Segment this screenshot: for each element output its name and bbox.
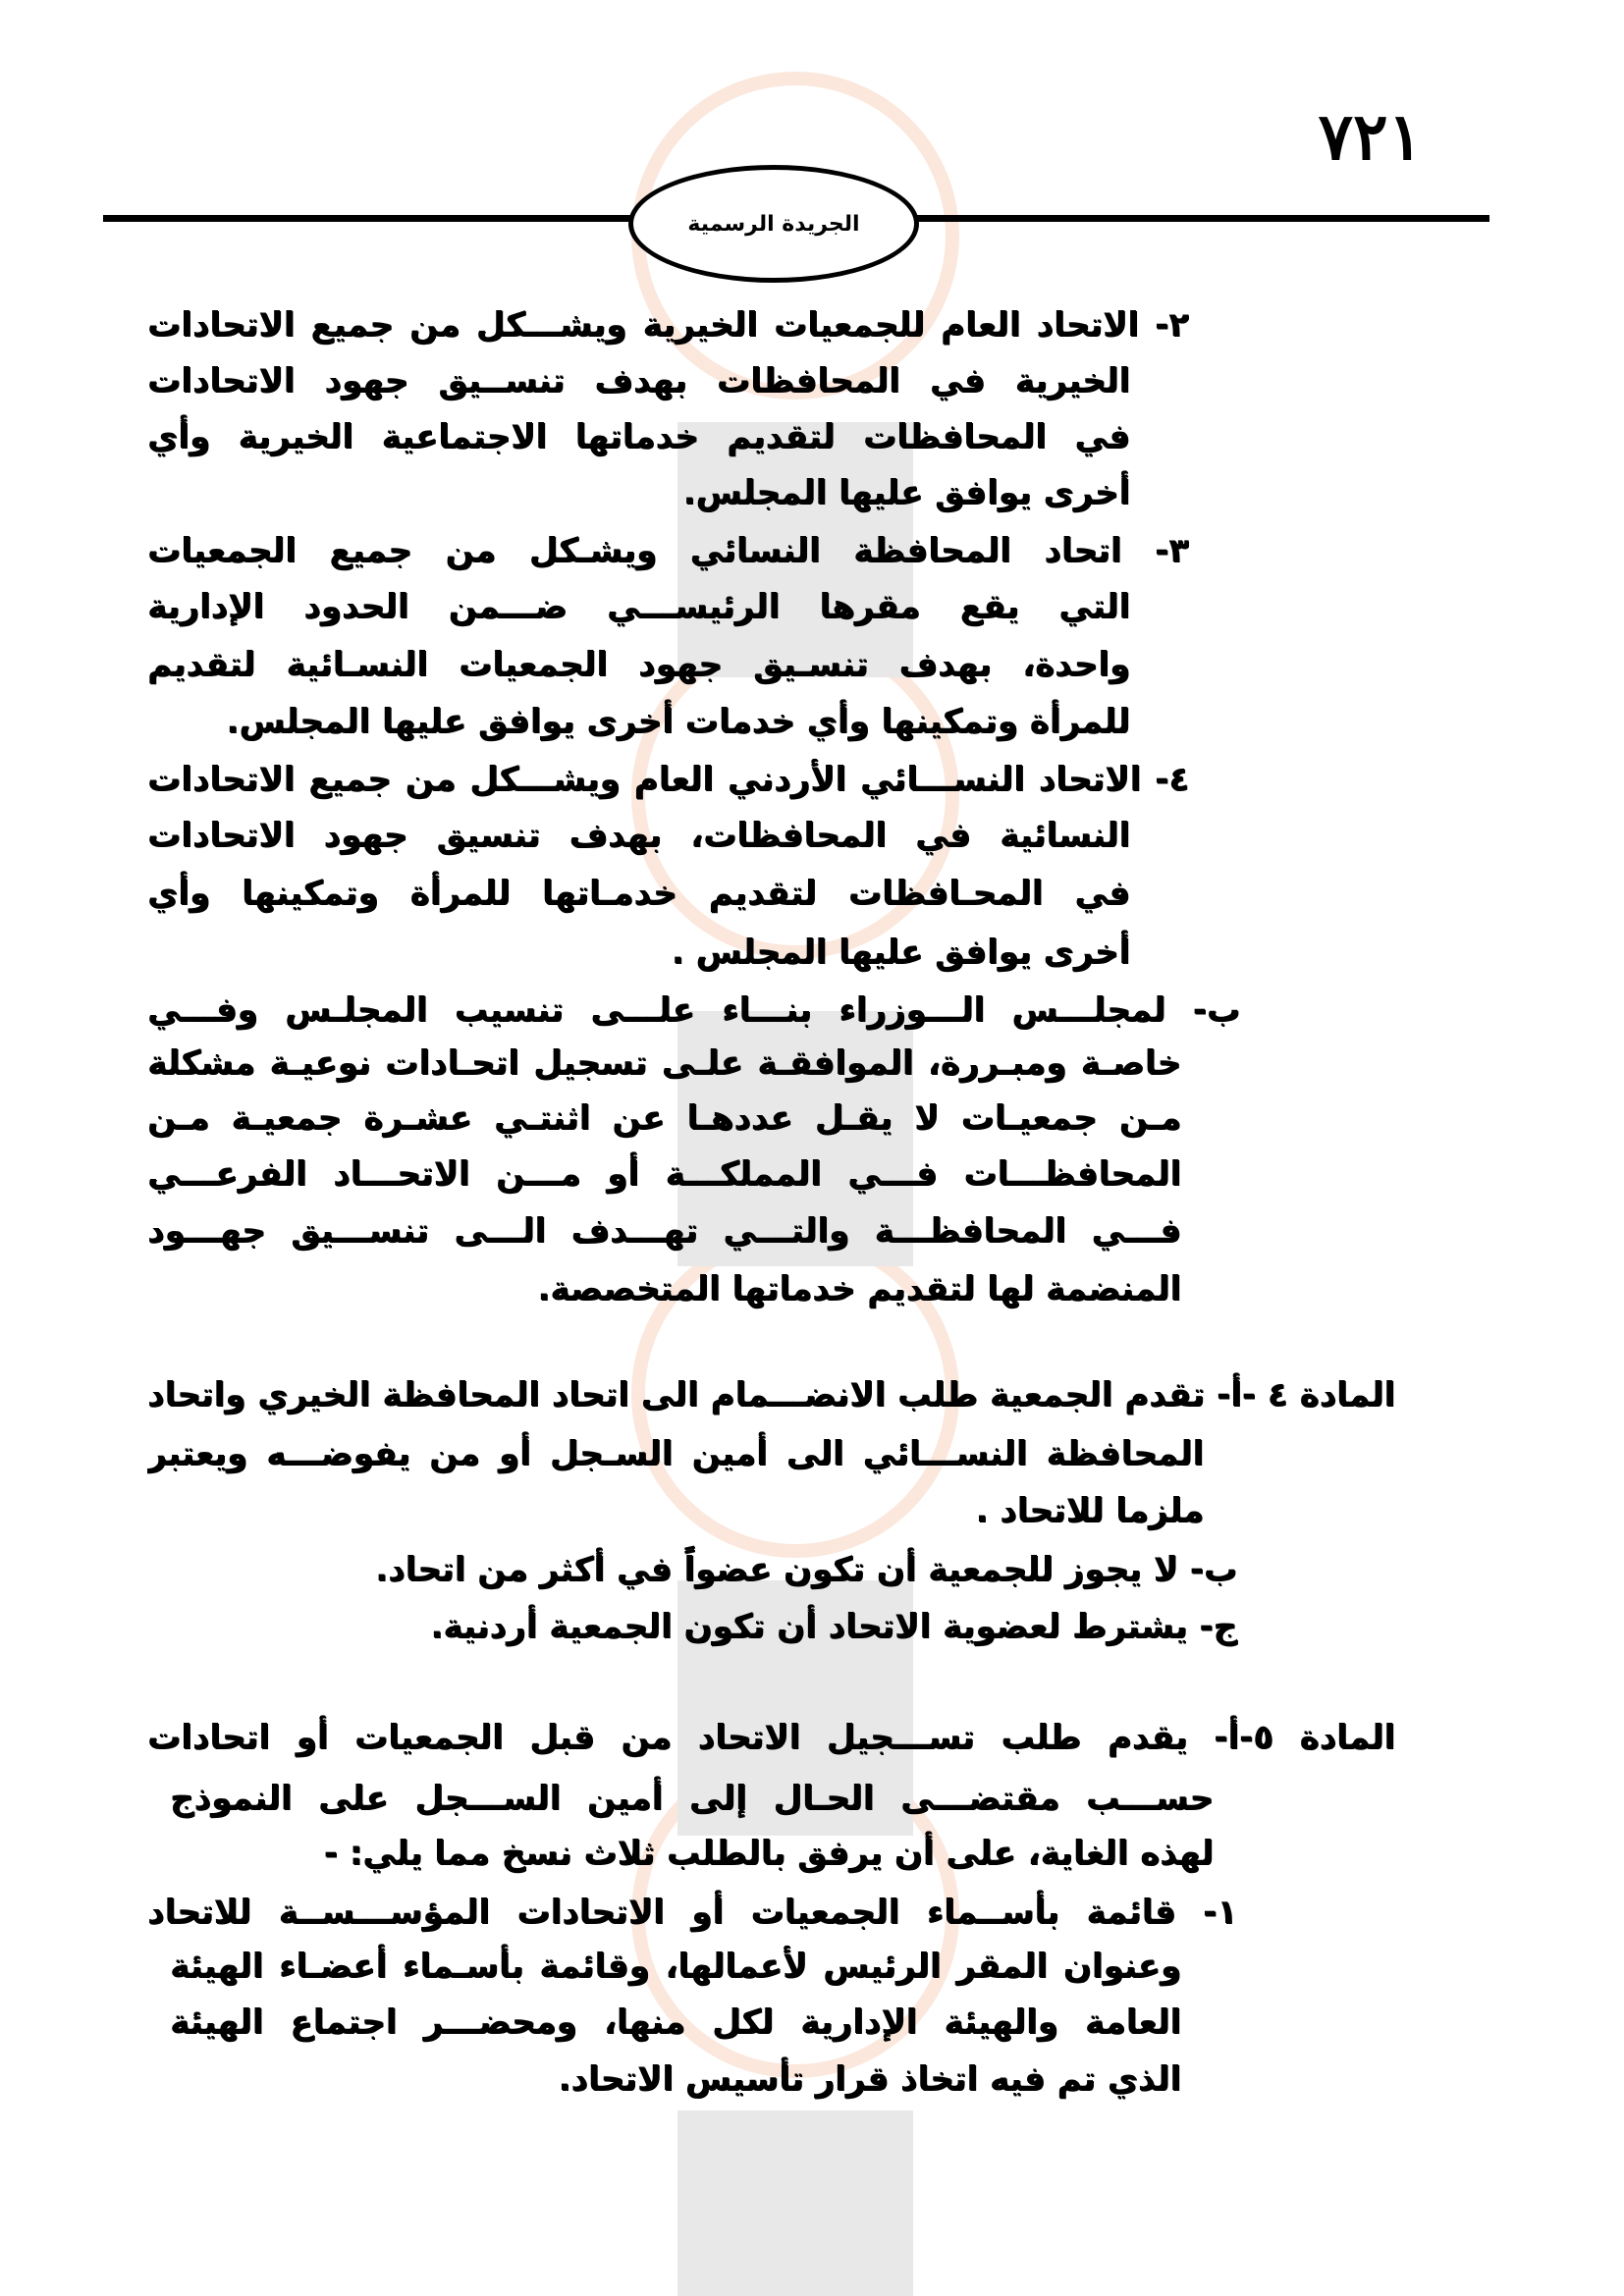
- text-line: ب- لمجلـــس الـــوزراء بنـــاء علـــى تنسيب المجلـس وفـــي: [147, 990, 1240, 1030]
- text-line: وعنوان المقر الرئيس لأعمالها، وقائمة بأسـماء أعضـاء الهيئة: [170, 1947, 1181, 1986]
- text-line: المحافظـــات فـــي المملكـــة أو مـــن الاتحـــاد الفرعـــي: [147, 1154, 1181, 1194]
- text-line: ١- قائمة بأســماء الجمعيات أو الاتحادات المؤســـســة للاتحاد: [147, 1893, 1237, 1932]
- text-line: حســـب مقتضـــى الحـال إلى أمين الســـجل على النموذج: [170, 1779, 1214, 1818]
- text-line: ٣- اتحاد المحافظة النسائي ويشـكل من جميع الجمعيات: [147, 531, 1189, 570]
- text-line: أخرى يوافق عليها المجلس.: [682, 473, 1130, 512]
- text-line: ج- يشترط لعضوية الاتحاد أن تكون الجمعية أردنية.: [430, 1607, 1237, 1646]
- text-line: التي يقع مقرها الرئيســـي ضـــمن الحدود الإدارية: [147, 587, 1130, 626]
- text-line: الخيرية في المحافظات بهدف تنســيق جهود الاتحادات: [147, 361, 1130, 400]
- text-line: مـن جمعيـات لا يقـل عددهـا عن اثنتـي عشـرة جمعيـة مـن: [147, 1098, 1181, 1138]
- text-line: المحافظة النســـائي الى أمين السـجل أو من يفوضـــه ويعتبر: [147, 1434, 1204, 1473]
- text-line: ب- لا يجوز للجمعية أن تكون عضواً في أكثر من اتحاد.: [375, 1550, 1237, 1589]
- text-line: النسائية في المحافظات، بهدف تنسيق جهود الاتحادات: [147, 816, 1130, 855]
- text-line: المادة ٥-أ- يقدم طلب تســـجيل الاتحاد من قبل الجمعيات أو اتحادات: [147, 1718, 1395, 1757]
- text-line: في المحافظات لتقديم خدماتها الاجتماعية الخيرية وأي: [147, 417, 1130, 456]
- header-emblem: [628, 165, 919, 283]
- text-line: الذي تم فيه اتخاذ قرار تأسيس الاتحاد.: [558, 2059, 1181, 2099]
- text-line: واحدة، بهدف تنسـيق جهود الجمعيات النسـائية لتقديم: [147, 645, 1130, 684]
- text-line: ٤- الاتحاد النســـائي الأردني العام ويشـــكل من جميع الاتحادات: [147, 760, 1189, 799]
- text-line: خاصـة ومبـررة، الموافقـة علـى تسجيل اتحـادات نوعيـة مشكلة: [147, 1043, 1181, 1083]
- text-line: للمرأة وتمكينها وأي خدمات أخرى يوافق عليها المجلس.: [226, 702, 1130, 741]
- text-line: العامة والهيئة الإدارية لكل منها، ومحضـــر اجتماع الهيئة: [170, 2002, 1181, 2042]
- text-line: المنضمة لها لتقديم خدماتها المتخصصة.: [537, 1269, 1181, 1308]
- text-line: أخرى يوافق عليها المجلس .: [671, 933, 1130, 972]
- text-line: لهذه الغاية، على أن يرفق بالطلب ثلاث نسخ مما يلي: -: [323, 1834, 1214, 1873]
- gazette-title: الجريدة الرسمية: [687, 211, 860, 237]
- text-line: في المحـافظات لتقديم خدمـاتها للمرأة وتمكينها وأي: [147, 874, 1130, 913]
- text-line: فـــي المحافظـــة والتـــي تهـــدف الـــى تنســـيق جهـــود: [147, 1211, 1181, 1251]
- page-number: ٧٢١: [1318, 98, 1423, 175]
- text-line: ملزما للاتحاد .: [975, 1491, 1204, 1530]
- text-line: المادة ٤ -أ- تقدم الجمعية طلب الانضـــمام الى اتحاد المحافظة الخيري واتحاد: [147, 1375, 1395, 1415]
- text-line: ٢- الاتحاد العام للجمعيات الخيرية ويشـــكل من جميع الاتحادات: [147, 305, 1189, 345]
